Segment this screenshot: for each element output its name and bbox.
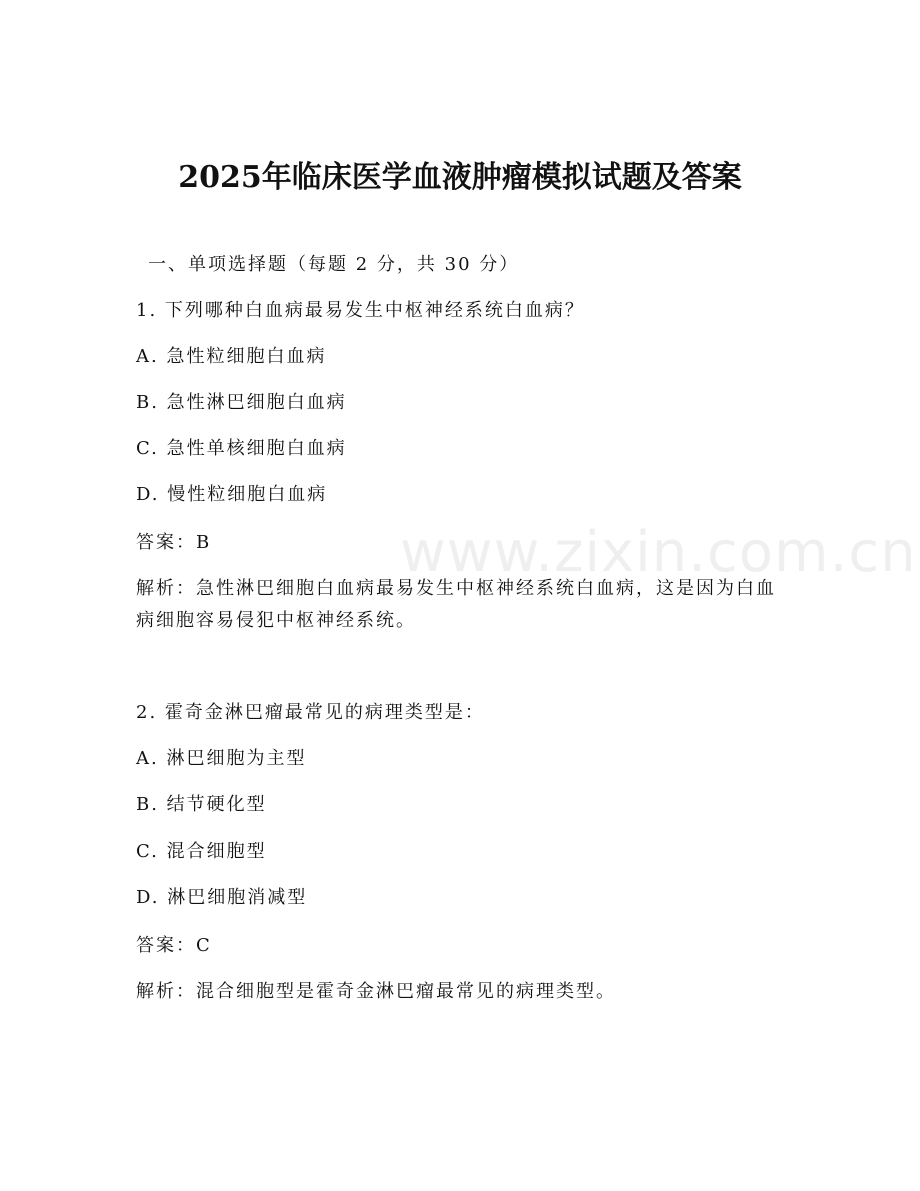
question-2-option-b: B. 结节硬化型 <box>136 794 267 815</box>
watermark: www.zixin.com.cn <box>400 520 917 585</box>
question-2-stem: 2. 霍奇金淋巴瘤最常见的病理类型是： <box>136 702 485 723</box>
question-1-option-c: C. 急性单核细胞白血病 <box>136 438 347 459</box>
question-2-explanation: 解析：混合细胞型是霍奇金淋巴瘤最常见的病理类型。 <box>136 981 616 1002</box>
page-title: 2025年临床医学血液肿瘤模拟试题及答案 <box>178 160 742 195</box>
question-2-option-d: D. 淋巴细胞消减型 <box>136 887 308 908</box>
question-1-option-b: B. 急性淋巴细胞白血病 <box>136 392 347 413</box>
question-1-explanation: 解析：急性淋巴细胞白血病最易发生中枢神经系统白血病，这是因为白血病细胞容易侵犯中枢神经系统。 <box>136 578 776 631</box>
question-1-stem: 1. 下列哪种白血病最易发生中枢神经系统白血病？ <box>136 300 585 321</box>
question-1-answer: 答案：B <box>136 532 212 553</box>
question-2-option-a: A. 淋巴细胞为主型 <box>136 748 307 769</box>
question-2-option-c: C. 混合细胞型 <box>136 841 267 862</box>
question-1-option-d: D. 慢性粒细胞白血病 <box>136 484 328 505</box>
section-heading: 一、单项选择题（每题 2 分，共 30 分） <box>148 254 520 275</box>
question-2-answer: 答案：C <box>136 935 212 956</box>
question-1-option-a: A. 急性粒细胞白血病 <box>136 346 327 367</box>
